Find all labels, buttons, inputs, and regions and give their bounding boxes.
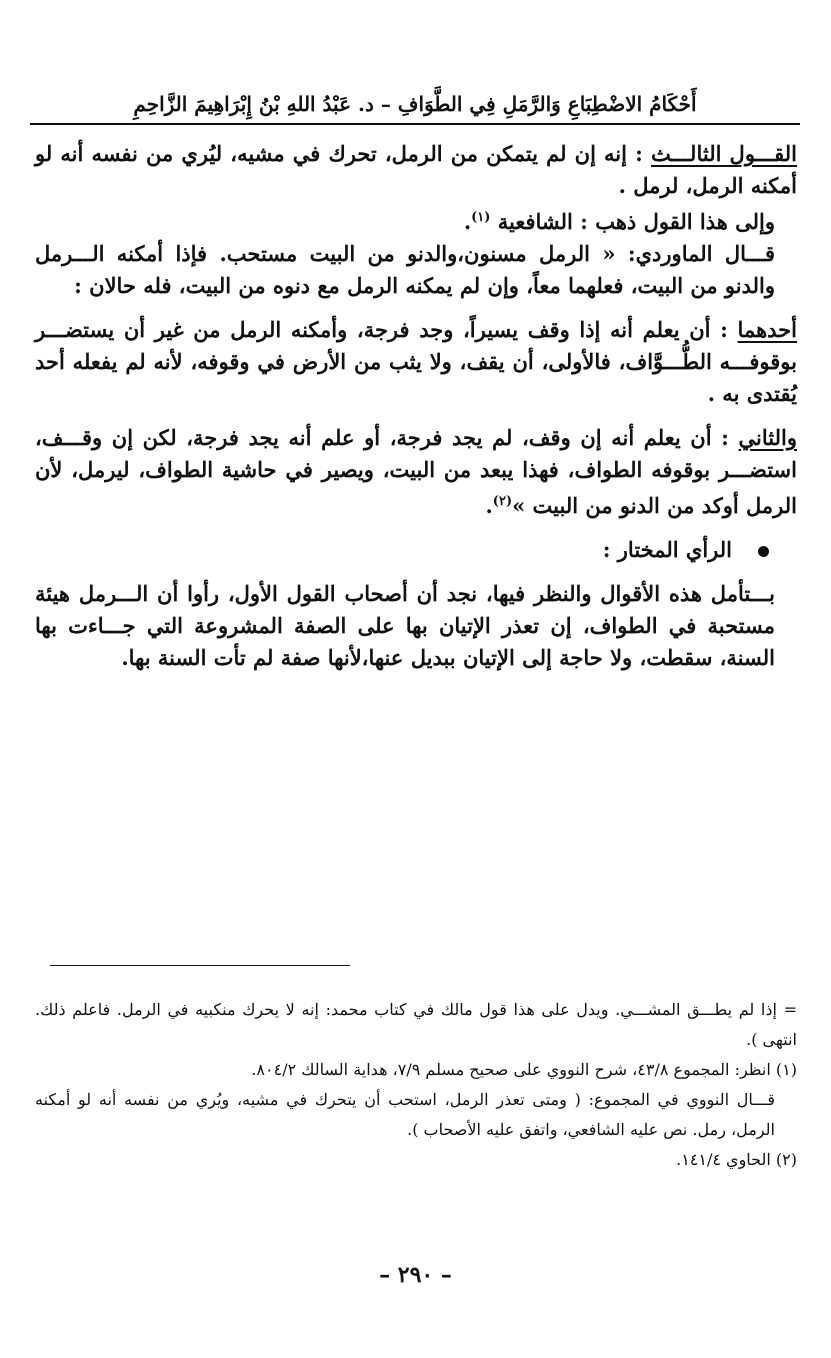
bullet-icon [758,546,769,557]
paragraph-mawardi [35,238,797,302]
footnote-ref-2[interactable]: (٢) [492,494,513,509]
first-case-label: أحدهما [737,317,797,342]
footnote-ref-1[interactable]: (١) [471,210,491,225]
page-number: – ٢٩٠ – [379,1262,452,1288]
footnote-1: (١) انظر: المجموع ٤٣/٨، شرح النووي على صحيح مسلم ٧/٩، هداية السالك ٨٠٤/٢. [251,1060,797,1079]
header-rule [30,123,800,125]
second-case-text: : أن يعلم أنه إن وقف، لم يجد فرجة، أو علم أنه يجد فرجة، لكن إن وقـــف، استضـــر بوقوفه الطواف، فهذا يبعد من البيت، ويصير في حاشية الطواف، ليرمل، لأن الرمل أوكد من الدنو من البيت » [35,425,797,518]
footnote-2: (٢) الحاوي ١٤١/٤. [676,1150,797,1169]
footnote-continuation: = إذا لم يطـــق المشـــي. ويدل على هذا قول مالك في كتاب محمد: إنه لا يحرك منكبيه في الرمل. فاعلم ذلك. انتهى ). [35,1000,797,1049]
second-case-tail: . [485,493,493,518]
chosen-opinion-body: بـــتأمل هذه الأقوال والنظر فيها، نجد أن أصحاب القول الأول، رأوا أن الـــرمل هيئة مستحبة في الطواف، إن تعذر الإتيان بها على الصفة المشروعة التي جـــاءت بها السنة، سقطت، ولا حاجة إلى الإتيان ببديل عنها،لأنها صفة لم تأت السنة بها. [35,581,775,670]
paragraph-third-opinion [35,138,797,202]
shafiiyya-tail: . [463,209,472,234]
paragraph-chosen-opinion [35,578,797,674]
paragraph-second-case [35,422,797,522]
running-header: أَحْكَامُ الاضْطِبَاعِ وَالرَّمَلِ فِي الطَّوَافِ – د. عَبْدُ اللهِ بْنُ إِبْرَاهِيمَ الزَّاحِمِ [133,92,697,116]
chosen-opinion-heading [35,534,797,566]
footnote-rule [50,965,350,966]
third-opinion-text: : إنه إن لم يتمكن من الرمل، تحرك في مشيه، ليُري من نفسه أنه لو أمكنه الرمل، لرمل . [35,141,797,198]
first-case-text: : أن يعلم أنه إذا وقف يسيراً، وجد فرجة، وأمكنه الرمل من غير أن يستضـــر بوقوفـــه الطُّـــوَّاف، فالأولى، أن يقف، ولا يثب من الأرض في وقوفه، لأنه لم يفعله أحد يُقتدى به . [35,317,797,406]
mawardi-text: قـــال الماوردي: « الرمل مسنون،والدنو من البيت مستحب. فإذا أمكنه الـــرمل والدنو من البيت، فعلهما معاً، وإن لم يمكنه الرمل مع دنوه من البيت، فله حالان : [35,241,775,298]
second-case-label: والثاني [738,425,797,450]
footnote-1-quote: قـــال النووي في المجموع: ( ومتى تعذر الرمل، استحب أن يتحرك في مشيه، ويُري من نفسه أنه لو أمكنه الرمل، رمل. نص عليه الشافعي، واتفق عليه الأصحاب ). [35,1090,775,1139]
paragraph-first-case [35,314,797,410]
main-text [35,138,797,686]
footnotes [35,995,797,1175]
third-opinion-label: القـــول الثالـــث [650,141,797,166]
shafiiyya-text: وإلى هذا القول ذهب : الشافعية [490,209,775,234]
paragraph-shafiiyya [35,202,797,238]
chosen-opinion-text: الرأي المختار : [602,537,732,562]
